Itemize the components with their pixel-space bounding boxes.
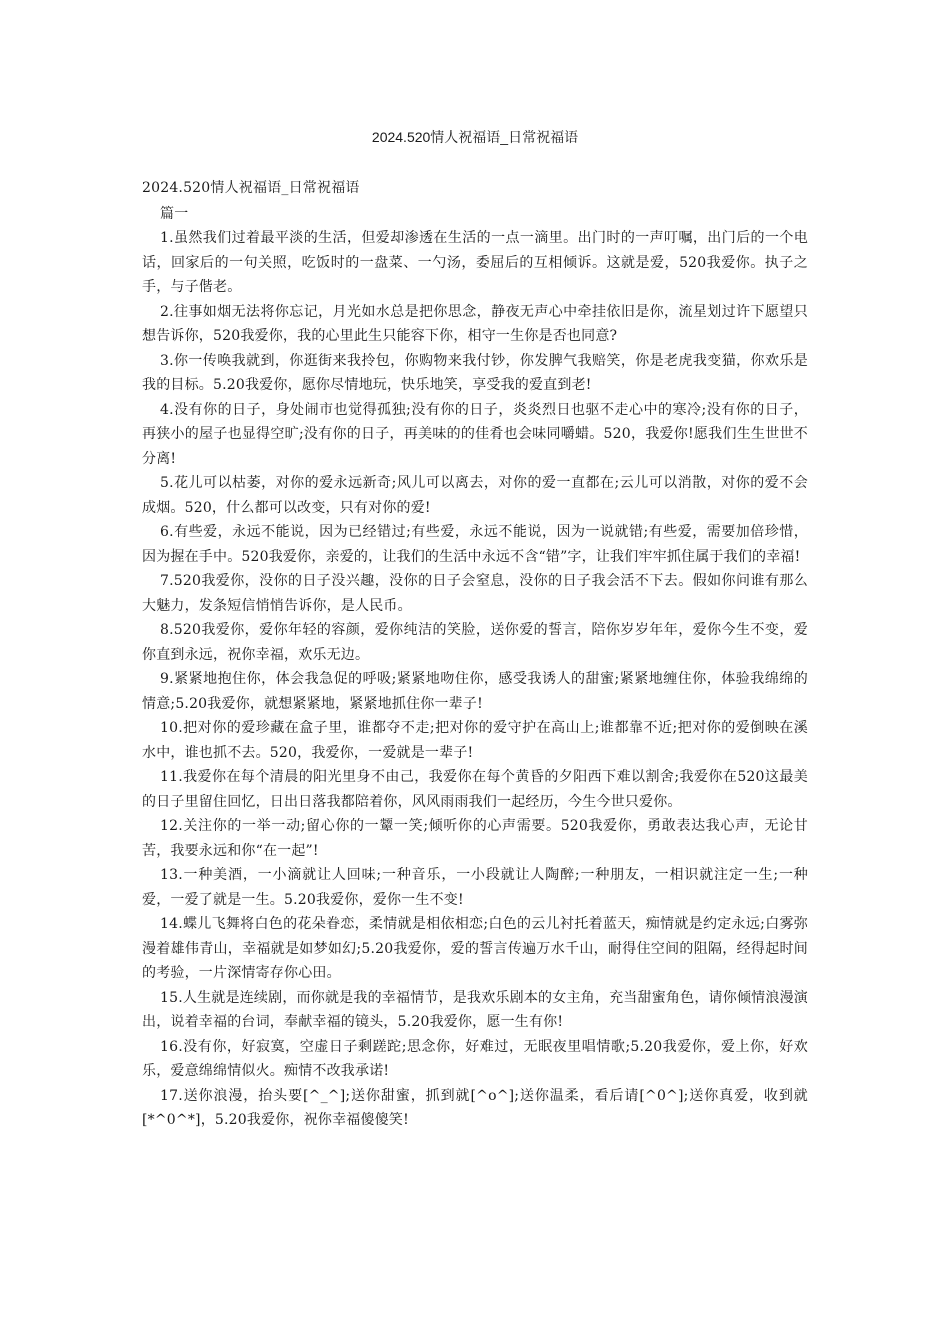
- paragraph: 16.没有你，好寂寞，空虚日子剩蹉跎;思念你，好难过，无眠夜里唱情歌;5.20我爱你，爱上你，好欢乐，爱意绵绵情似火。痴情不改我承诺!: [142, 1038, 808, 1079]
- document-title: 2024.520情人祝福语_日常祝福语: [371, 129, 579, 145]
- paragraph: 10.把对你的爱珍藏在盒子里，谁都夺不走;把对你的爱守护在高山上;谁都靠不近;把对你的爱倒映在溪水中，谁也抓不去。520，我爱你，一爱就是一辈子!: [142, 720, 808, 761]
- paragraph: 13.一种美酒，一小滴就让人回味;一种音乐，一小段就让人陶醉;一种朋友，一相识就注定一生;一种爱，一爱了就是一生。5.20我爱你，爱你一生不变!: [142, 867, 808, 908]
- paragraph: 5.花儿可以枯萎，对你的爱永远新奇;风儿可以离去，对你的爱一直都在;云儿可以消散，对你的爱不会成烟。520，什么都可以改变，只有对你的爱!: [142, 475, 808, 516]
- paragraph: 14.蝶儿飞舞将白色的花朵眷恋，柔情就是相依相恋;白色的云儿衬托着蓝天，痴情就是约定永远;白雾弥漫着雄伟青山，幸福就是如梦如幻;5.20我爱你，爱的誓言传遍万水千山，耐得住空间的阻隔，经得起时间的考验，一片深情寄存你心田。: [142, 916, 808, 981]
- paragraph: 1.虽然我们过着最平淡的生活，但爱却渗透在生活的一点一滴里。出门时的一声叮嘱，出门后的一个电话，回家后的一句关照，吃饭时的一盘菜、一勺汤，委屈后的互相倾诉。这就是爱，520我爱你。执子之手，与子偕老。: [142, 230, 808, 295]
- paragraph: 11.我爱你在每个清晨的阳光里身不由己，我爱你在每个黄昏的夕阳西下难以割舍;我爱你在520这最美的日子里留住回忆，日出日落我都陪着你，风风雨雨我们一起经历，今生今世只爱你。: [142, 769, 808, 810]
- paragraph: 4.没有你的日子，身处闹市也觉得孤独;没有你的日子，炎炎烈日也驱不走心中的寒冷;没有你的日子，再狭小的屋子也显得空旷;没有你的日子，再美味的的佳肴也会味同嚼蜡。520，我爱你!愿我们生生世世不分离!: [142, 401, 808, 467]
- document-subtitle: 2024.520情人祝福语_日常祝福语: [142, 180, 360, 196]
- paragraph: 6.有些爱，永远不能说，因为已经错过;有些爱，永远不能说，因为一说就错;有些爱，需要加倍珍惜，因为握在手中。520我爱你，亲爱的，让我们的生活中永远不含“错”字，让我们牢牢抓住属于我们的幸福!: [142, 524, 808, 565]
- paragraph: 12.关注你的一举一动;留心你的一颦一笑;倾听你的心声需要。520我爱你，勇敢表达我心声，无论甘苦，我要永远和你“在一起”!: [142, 818, 808, 859]
- paragraph: 9.紧紧地抱住你，体会我急促的呼吸;紧紧地吻住你，感受我诱人的甜蜜;紧紧地缠住你，体验我绵绵的情意;5.20我爱你，就想紧紧地，紧紧地抓住你一辈子!: [142, 671, 808, 712]
- paragraph: 15.人生就是连续剧，而你就是我的幸福情节，是我欢乐剧本的女主角，充当甜蜜角色，请你倾情浪漫演出，说着幸福的台词，奉献幸福的镜头，5.20我爱你，愿一生有你!: [142, 989, 808, 1030]
- paragraph: 17.送你浪漫，抬头要[^_^];送你甜蜜，抓到就[^o^];送你温柔，看后请[^0^];送你真爱，收到就[*^0^*]，5.20我爱你，祝你幸福傻傻笑!: [142, 1087, 808, 1128]
- paragraph: 7.520我爱你，没你的日子没兴趣，没你的日子会窒息，没你的日子我会活不下去。假如你问谁有那么大魅力，发条短信悄悄告诉你，是人民币。: [142, 573, 808, 614]
- section-heading: 篇一: [160, 205, 189, 222]
- paragraph: 3.你一传唤我就到，你逛街来我拎包，你购物来我付钞，你发脾气我赔笑，你是老虎我变猫，你欢乐是我的目标。5.20我爱你，愿你尽情地玩，快乐地笑，享受我的爱直到老!: [142, 352, 808, 393]
- paragraph: 8.520我爱你，爱你年轻的容颜，爱你纯洁的笑脸，送你爱的誓言，陪你岁岁年年，爱你今生不变，爱你直到永远，祝你幸福，欢乐无边。: [142, 622, 808, 663]
- paragraph: 2.往事如烟无法将你忘记，月光如水总是把你思念，静夜无声心中牵挂依旧是你，流星划过许下愿望只想告诉你，520我爱你，我的心里此生只能容下你，相守一生你是否也同意?: [142, 303, 808, 344]
- document-body: [142, 176, 808, 1133]
